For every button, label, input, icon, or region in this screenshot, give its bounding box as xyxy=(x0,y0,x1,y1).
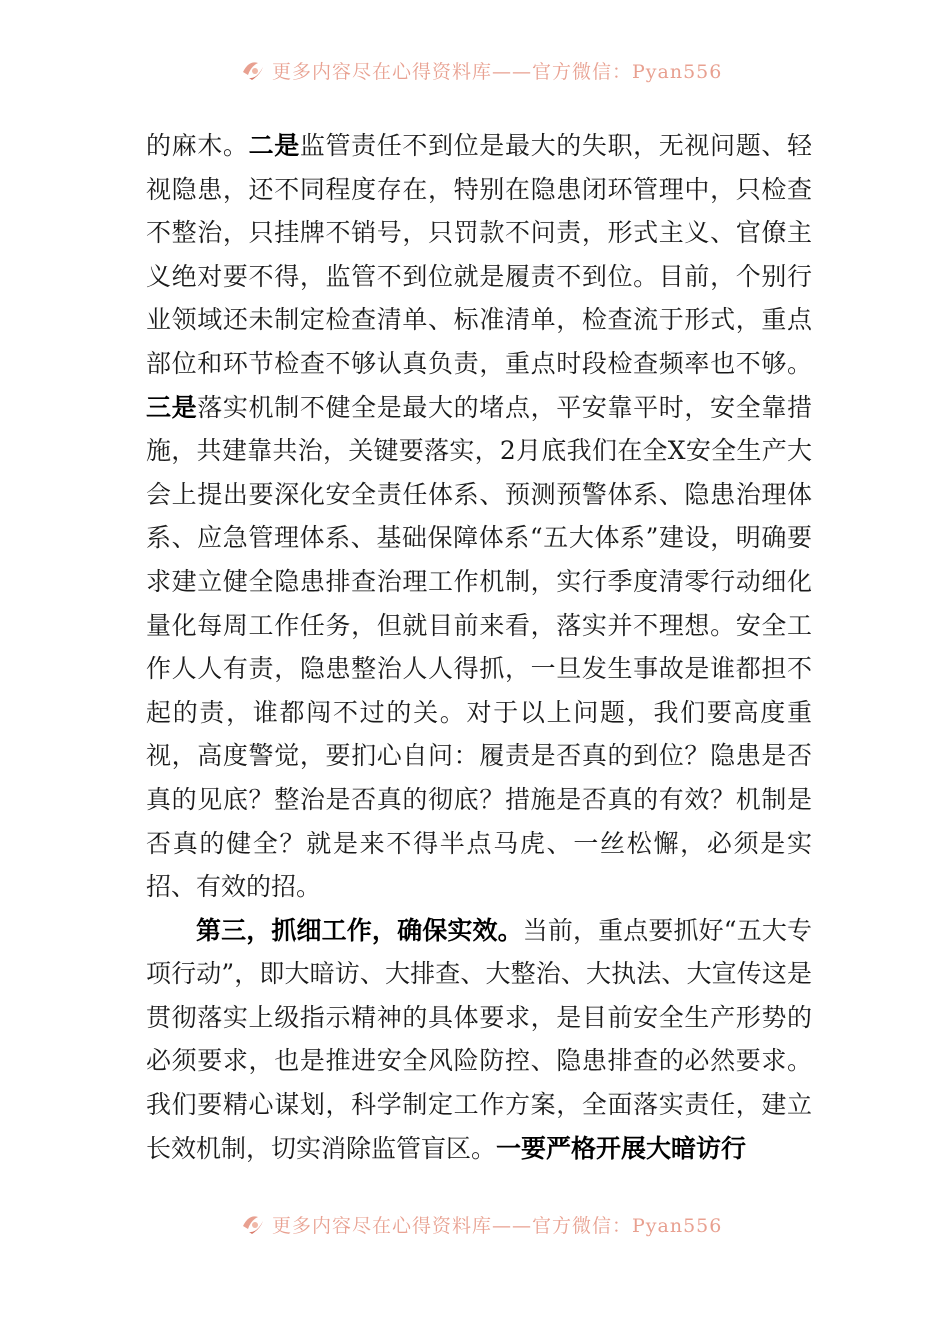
watermark-logo-icon xyxy=(240,58,266,82)
body-text xyxy=(146,124,812,1170)
watermark-text: 更多内容尽在心得资料库——官方微信：Pyan556 xyxy=(272,60,723,83)
watermark-text: 更多内容尽在心得资料库——官方微信：Pyan556 xyxy=(272,1214,723,1237)
paragraph xyxy=(146,124,812,909)
text-run: 监管责任不到位是最大的失职，无视问题、轻视隐患，还不同程度存在，特别在隐患闭环管理中，只检查不整治，只挂牌不销号，只罚款不问责，形式主义、官僚主义绝对要不得，监管不到位就是履责不到位。目前，个别行业领域还未制定检查清单、标准清单，检查流于形式，重点部位和环节检查不够认真负责，重点时段检查频率也不够。 xyxy=(146,131,812,378)
watermark-logo-icon xyxy=(240,1212,266,1236)
text-run: 的麻木。 xyxy=(146,131,249,160)
footer-watermark xyxy=(240,1210,740,1238)
bold-text-run: 二是 xyxy=(248,131,300,160)
text-run: 落实机制不健全是最大的堵点，平安靠平时，安全靠措施，共建靠共治，关键要落实，2月底我们在全X安全生产大会上提出要深化安全责任体系、预测预警体系、隐患治理体系、应急管理体系、基础保障体系“五大体系”建设，明确要求建立健全隐患排查治理工作机制，实行季度清零行动细化量化每周工作任务，但就目前来看，落实并不理想。安全工作人人有责，隐患整治人人得抓，一旦发生事故是谁都担不起的责，谁都闯不过的关。对于以上问题，我们要高度重视，高度警觉，要扪心自问：履责是否真的到位？隐患是否真的见底？整治是否真的彻底？措施是否真的有效？机制是否真的健全？就是来不得半点马虎、一丝松懈，必须是实招、有效的招。 xyxy=(146,392,812,902)
paragraph xyxy=(146,909,812,1171)
bold-text-run: 一要严格开展大暗访行 xyxy=(496,1133,747,1163)
header-watermark xyxy=(240,56,740,84)
text-run: 当前，重点要抓好“五大专项行动”，即大暗访、大排查、大整治、大执法、大宣传这是贯彻落实上级指示精神的具体要求，是目前安全生产形势的必须要求，也是推进安全风险防控、隐患排查的必然要求。我们要精心谋划，科学制定工作方案，全面落实责任，建立长效机制，切实消除监管盲区。 xyxy=(146,915,812,1163)
section-heading: 第三，抓细工作，确保实效。 xyxy=(196,915,523,945)
bold-text-run: 三是 xyxy=(146,392,198,422)
